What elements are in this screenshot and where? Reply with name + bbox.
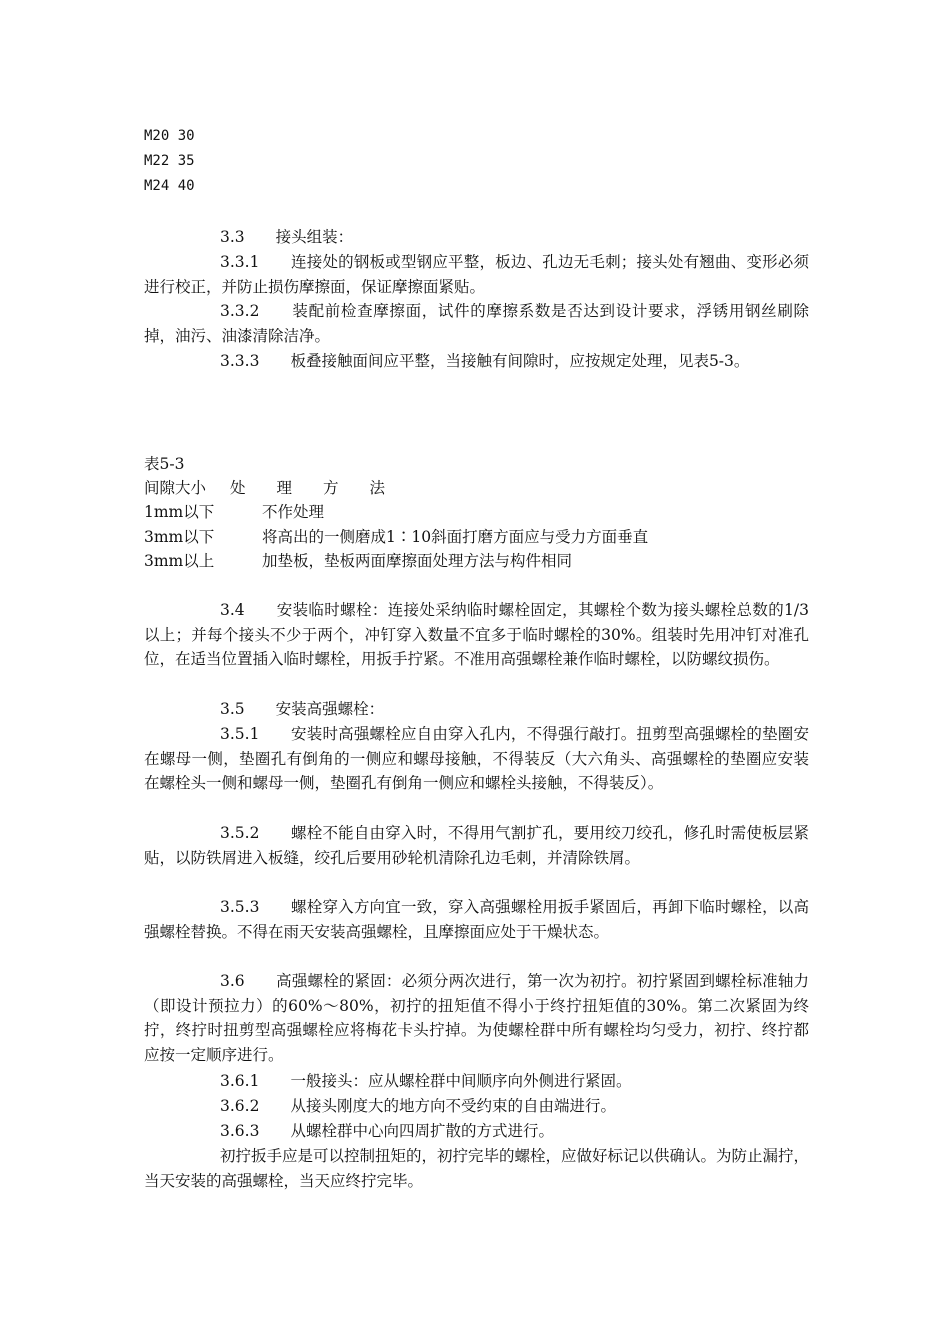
section-3-3-heading: 3.3 接头组装： xyxy=(220,228,354,246)
paragraph-3-5-3: 3.5.3 螺栓穿入方向宜一致，穿入高强螺栓用扳手紧固后，再卸下临时螺栓，以高强螺栓替换。不得在雨天安装高强螺栓，且摩擦面应处于干燥状态。 xyxy=(144,898,809,941)
table-cell-method: 将高出的一侧磨成1∶10斜面打磨方面应与受力方面垂直 xyxy=(262,528,649,546)
table-cell-gap: 3mm以上 xyxy=(144,552,215,570)
table-header-gap: 间隙大小 xyxy=(144,479,207,497)
section-3-5-heading: 3.5 安装高强螺栓： xyxy=(220,700,385,718)
bolt-line-m22: M22 35 xyxy=(144,153,195,169)
paragraph-3-5-2: 3.5.2 螺栓不能自由穿入时，不得用气割扩孔，要用绞刀绞孔，修孔时需使板层紧贴，以防铁屑进入板缝，绞孔后要用砂轮机清除孔边毛刺，并清除铁屑。 xyxy=(144,824,809,867)
paragraph-3-5-1: 3.5.1 安装时高强螺栓应自由穿入孔内，不得强行敲打。扭剪型高强螺栓的垫圈安在螺母一侧，垫圈孔有倒角的一侧应和螺母接触，不得装反（大六角头、高强螺栓的垫圈应安装在螺栓头一侧和螺母一侧，垫圈孔有倒角一侧应和螺栓头接触，不得装反）。 xyxy=(144,725,809,792)
table-header-method: 处 理 方 法 xyxy=(230,479,386,497)
table-cell-method: 不作处理 xyxy=(262,503,325,521)
paragraph-3-4: 3.4 安装临时螺栓：连接处采纳临时螺栓固定，其螺栓个数为接头螺栓总数的1/3以上；并每个接头不少于两个，冲钉穿入数量不宜多于临时螺栓的30%。组装时先用冲钉对准孔位，在适当位置插入临时螺栓，用扳手拧紧。不准用高强螺栓兼作临时螺栓，以防螺纹损伤。 xyxy=(144,601,809,668)
table-caption: 表5-3 xyxy=(144,455,185,473)
table-cell-gap: 3mm以下 xyxy=(144,528,215,546)
paragraph-final: 初拧扳手应是可以控制扭矩的，初拧完毕的螺栓，应做好标记以供确认。为防止漏拧，当天安装的高强螺栓，当天应终拧完毕。 xyxy=(144,1147,810,1190)
paragraph-3-6-3: 3.6.3 从螺栓群中心向四周扩散的方式进行。 xyxy=(220,1122,554,1140)
paragraph-3-6-1: 3.6.1 一般接头：应从螺栓群中间顺序向外侧进行紧固。 xyxy=(220,1072,632,1090)
table-cell-method: 加垫板，垫板两面摩擦面处理方法与构件相同 xyxy=(262,552,573,570)
bolt-line-m24: M24 40 xyxy=(144,178,195,194)
table-cell-gap: 1mm以下 xyxy=(144,503,215,521)
bolt-line-m20: M20 30 xyxy=(144,128,195,144)
paragraph-3-3-2: 3.3.2 装配前检查摩擦面，试件的摩擦系数是否达到设计要求，浮锈用钢丝刷除掉，油污、油漆清除洁净。 xyxy=(144,302,809,345)
paragraph-3-6: 3.6 高强螺栓的紧固：必须分两次进行，第一次为初拧。初拧紧固到螺栓标准轴力（即设计预拉力）的60%～80%，初拧的扭矩值不得小于终拧扭矩值的30%。第二次紧固为终拧，终拧时扭剪型高强螺栓应将梅花卡头拧掉。为使螺栓群中所有螺栓均匀受力，初拧、终拧都应按一定顺序进行。 xyxy=(144,972,809,1064)
paragraph-3-6-2: 3.6.2 从接头刚度大的地方向不受约束的自由端进行。 xyxy=(220,1097,616,1115)
paragraph-3-3-3: 3.3.3 板叠接触面间应平整，当接触有间隙时，应按规定处理，见表5-3。 xyxy=(220,352,750,370)
paragraph-3-3-1: 3.3.1 连接处的钢板或型钢应平整，板边、孔边无毛刺；接头处有翘曲、变形必须进行校正，并防止损伤摩擦面，保证摩擦面紧贴。 xyxy=(144,253,809,296)
